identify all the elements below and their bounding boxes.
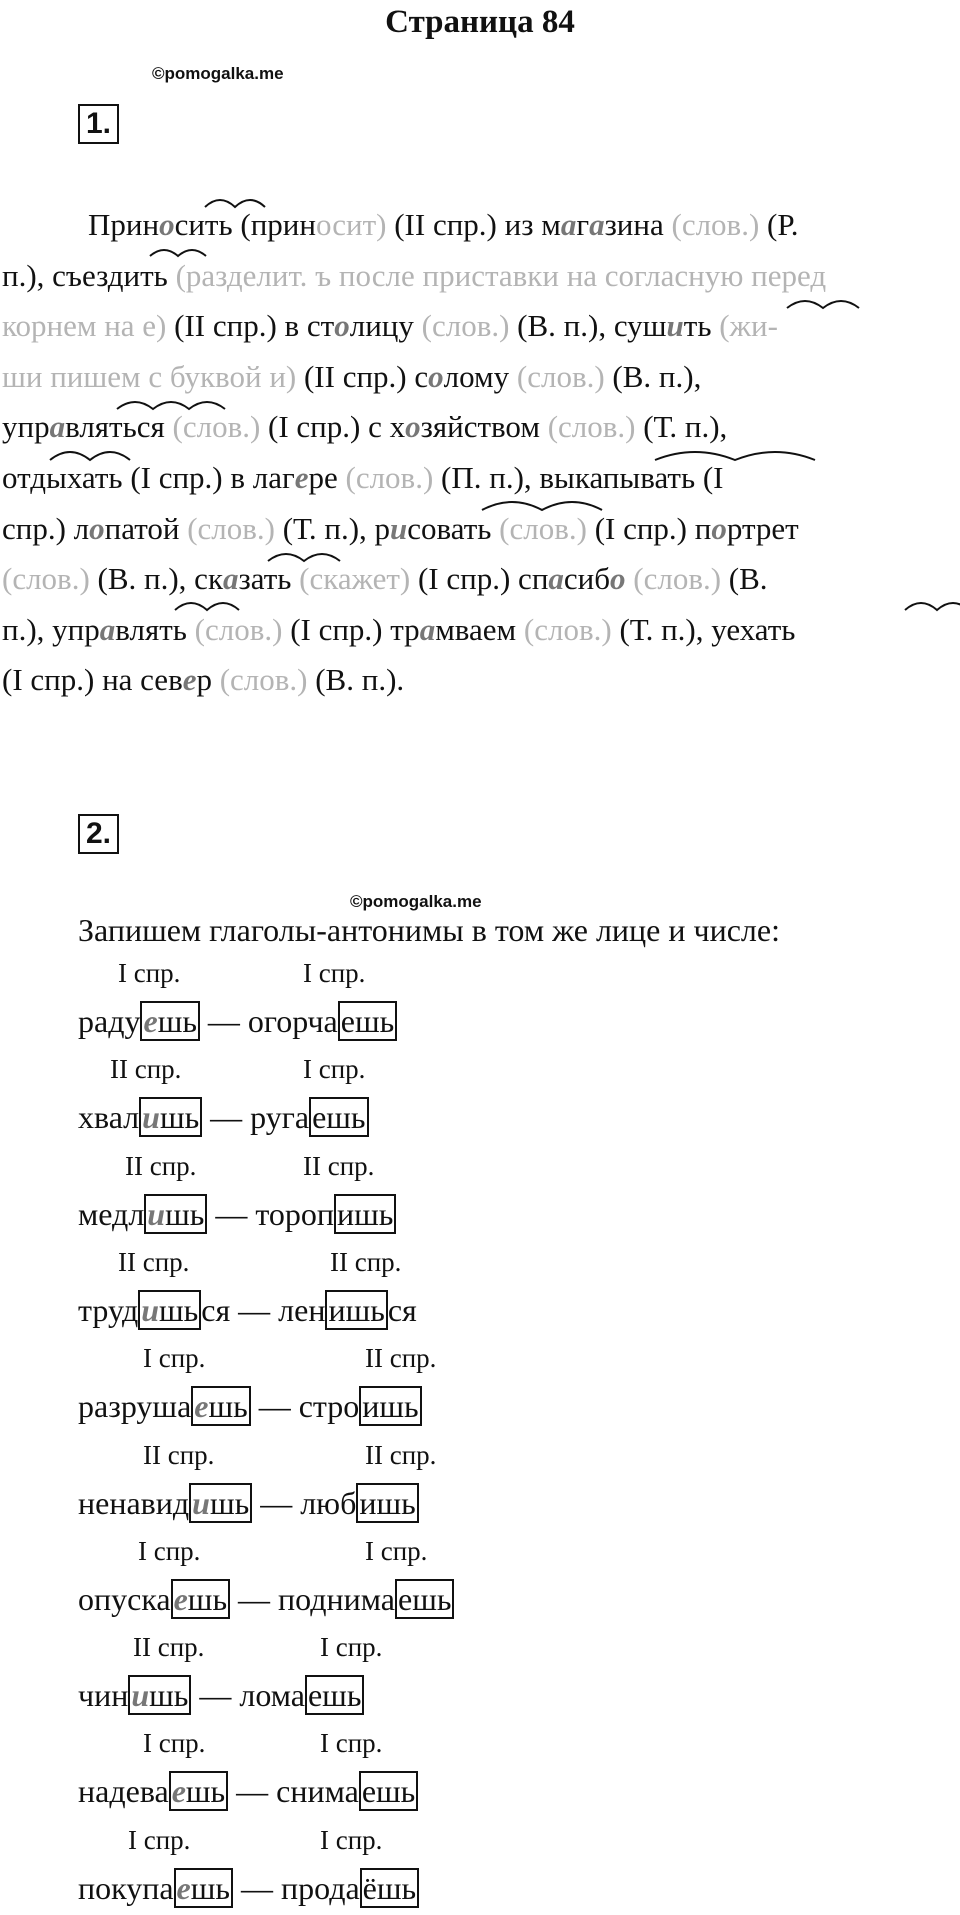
antonym-pair [78,1581,454,1618]
dash: — [228,1773,277,1810]
vowel-highlight: и [131,1677,150,1714]
text-segment: (II спр.) с [296,358,429,394]
word-stem: ненавид [78,1484,190,1521]
note-text: (слов.) [219,662,308,698]
vowel-highlight: о [428,358,444,394]
text-segment: лому [443,358,517,394]
note-text: сит) [332,207,387,242]
conjugation-label: II спр. [365,1439,437,1470]
page-title: Страница 84 [385,4,575,40]
ending-text: ишь [359,1484,416,1521]
verb-word [276,1771,418,1811]
antonym-pair [78,1485,419,1522]
verb-word [278,1579,454,1619]
word-stem: поднима [278,1580,395,1617]
ending-box [395,1579,454,1619]
note-text: (слов.) [421,308,510,344]
note-text: (ск [299,561,338,597]
verb-word [78,1771,228,1811]
postfix: ся [387,1291,417,1328]
text-segment: (I спр.) на сев [2,662,183,698]
vowel-highlight: и [142,1099,160,1136]
text-segment: (В. п.). [307,662,405,698]
conjugation-label: I спр. [365,1535,428,1566]
ending-text: ешь [307,1677,362,1714]
vowel-highlight: о [159,207,175,242]
vowel-highlight: и [666,308,684,344]
word-stem: труд [78,1291,139,1328]
dash: — [250,1388,299,1425]
root-arc-mark [50,452,130,460]
root-arc-mark [117,402,225,409]
vowel-highlight: о [89,510,105,546]
verb-word [78,1483,252,1523]
antonym-pair [78,1677,364,1714]
text-segment: отдыхать (I спр.) в лаг [2,459,295,495]
verb-word [299,1386,422,1426]
vowel-highlight: о [405,409,421,445]
text-segment: (В. п.), [604,358,702,394]
vowel-highlight: е [182,662,197,698]
root-arc-mark [205,200,265,207]
vowel-highlight: е [294,459,309,495]
word-stem: лома [239,1677,305,1714]
word-stem: надева [78,1773,169,1810]
conjugation-label: I спр. [320,1824,383,1855]
note-text: (слов.) [633,561,722,597]
root-arc-mark [268,554,340,561]
antonym-pair [78,1003,397,1040]
watermark-2: ©pomogalka.me [350,892,482,911]
conjugation-label: I спр. [320,1632,383,1663]
note-text: (слов.) [172,409,261,445]
text-segment: (II спр.) из м [386,207,561,242]
text-segment: ездить [81,257,168,293]
text-segment: зать [238,561,300,597]
conjugation-label: I спр. [118,958,181,988]
note-text: (слов.) [523,611,612,647]
text-segment: совать [407,510,500,546]
conjugation-label: I спр. [303,1054,366,1085]
conjugation-label: II спр. [330,1246,402,1277]
conjugation-label: I спр. [128,1824,191,1855]
ending-box [128,1675,191,1715]
ending-box [169,1771,228,1811]
conjugation-label: I спр. [138,1535,201,1566]
ending-box [171,1579,230,1619]
conjugation-label: I спр. [143,1728,206,1759]
root-arc-mark [787,301,859,308]
vowel-highlight: е [171,1773,186,1810]
vowel-highlight: а [223,561,239,597]
antonym-pair [78,1099,369,1136]
dash: — [252,1484,301,1521]
text-segment: (Т. п.), [635,409,728,445]
ending-text: шь [149,1677,189,1714]
postfix: ся [201,1291,231,1328]
watermark: ©pomogalka.me [152,64,284,83]
vowel-highlight: е [173,1580,188,1617]
text-segment: (В. [721,561,768,597]
vowel-highlight: и [390,510,408,546]
ending-box [359,1771,418,1811]
text-segment: р [196,662,220,698]
verb-word [78,1194,207,1234]
ending-text: шь [159,1099,200,1136]
antonym-pair [78,1773,418,1810]
word-stem: раду [78,1003,141,1039]
conjugation-label: II спр. [143,1439,215,1470]
dash: — [202,1099,251,1136]
verb-word [78,1001,200,1041]
root-arc-mark [482,502,602,510]
verb-word [78,1386,251,1426]
verb-word [278,1290,417,1330]
dash: — [199,1003,248,1039]
verb-word [78,1097,202,1137]
antonym-pair [78,1388,422,1425]
word-stem: стро [298,1388,360,1425]
vowel-highlight: и [147,1195,166,1232]
text-segment: вляться [65,409,173,445]
word-stem: люб [300,1484,357,1521]
ending-text: ишь [337,1195,394,1232]
vowel-highlight: а [419,611,436,647]
verb-word [248,1001,397,1041]
text-segment: (I спр.) п [586,510,712,546]
text-segment: зяйством [420,409,548,445]
note-text: (слов.) [345,459,434,495]
text-segment: г [576,207,590,242]
word-stem: снима [276,1773,359,1810]
conjugation-label: II спр. [118,1246,190,1277]
ending-box [174,1868,233,1908]
ending-text: ёшь [362,1869,417,1906]
ending-box [138,1290,201,1330]
text-segment: п.), съ [2,257,82,293]
vowel-highlight: а [99,611,116,647]
word-stem: прода [280,1869,360,1906]
verb-word [255,1194,396,1234]
root-arc-mark [655,452,815,460]
note-text: (жи- [719,308,778,344]
ending-box [189,1483,252,1523]
text-segment: патой [104,510,188,546]
verb-word [281,1868,419,1908]
root-arc-mark [905,603,960,610]
vowel-highlight: а [49,409,66,445]
dash: — [232,1869,281,1906]
word-stem: чин [78,1677,129,1714]
conjugation-label: II спр. [365,1343,437,1374]
text-segment: (Р. [759,207,799,242]
note-text: (разделит. ъ после приставки на согласную перед [167,257,827,293]
conjugation-label: I спр. [303,958,366,988]
ending-box [191,1386,250,1426]
ending-box [325,1290,387,1330]
text-segment: ртрет [726,510,799,546]
ending-text: ешь [312,1099,366,1136]
ending-box [140,1001,199,1041]
vowel-highlight: а [548,561,564,597]
word-stem: огорча [247,1003,338,1039]
conjugation-label: II спр. [125,1150,197,1181]
verb-word [300,1483,419,1523]
task-2-intro: Запишем глаголы-антонимы в том же лице и числе: [78,912,780,948]
verb-word [78,1290,230,1330]
ending-box [334,1194,396,1234]
vowel-highlight: о [711,510,727,546]
text-segment: (Т. п.), р [274,510,391,546]
ending-box [356,1483,418,1523]
vowel-highlight: а [560,207,577,242]
vowel-highlight: о [334,308,350,344]
ending-text: шь [209,1484,250,1521]
verb-word [239,1675,364,1715]
ending-text: ишь [328,1291,385,1328]
word-stem: тороп [255,1195,334,1232]
dash: — [230,1291,279,1328]
text-segment: сиб [563,561,611,597]
word-stem: руга [250,1099,310,1136]
text-segment: зина [604,207,672,242]
text-segment: п.), упр [2,611,100,647]
text-segment: (I спр.) тр [282,611,420,647]
verb-word [78,1868,233,1908]
morpheme-marks [0,0,960,720]
text-segment: (В. п.), суш [509,308,667,344]
ending-text: ешь [361,1773,416,1810]
ending-text: ешь [398,1580,452,1617]
conjugation-label: I спр. [320,1728,383,1759]
text-segment: влять [115,611,195,647]
vowel-highlight: е [194,1388,209,1425]
dash: — [230,1580,279,1617]
text-segment: (I спр.) с х [260,409,406,445]
task-2-number: 2. [78,814,119,854]
text-segment: (В. п.), ск [89,561,223,597]
note-text: а [337,561,352,597]
ending-text: шь [157,1003,197,1039]
ending-box [305,1675,364,1715]
antonym-pair [78,1292,417,1329]
ending-text: шь [185,1773,226,1810]
verb-word [78,1579,230,1619]
ending-box [309,1097,368,1137]
text-segment: (I спр.) сп [410,561,549,597]
word-stem: хвал [78,1099,140,1136]
note-text: (слов.) [499,510,587,546]
text-segment: (прин [232,207,316,242]
note-text: жет) [351,561,411,597]
verb-word [250,1097,368,1137]
vowel-highlight: е [143,1003,158,1039]
note-text: ши пишем с буквой и) [2,358,297,394]
note-text: (слов.) [547,409,636,445]
root-arc-mark [150,250,206,256]
dash: — [207,1195,256,1232]
conjugation-label: II спр. [110,1054,182,1085]
note-text: (слов.) [194,611,283,647]
text-segment: упр [2,409,50,445]
word-stem: разруша [78,1388,192,1425]
text-segment: Прин [88,207,160,242]
ending-text: шь [190,1869,230,1906]
text-segment: (II спр.) в ст [166,308,335,344]
conjugation-label: II спр. [303,1150,375,1181]
text-segment: (П. п.), выкапывать (I [433,459,724,495]
text-segment: сить [174,207,233,242]
root-arc-mark [175,603,239,610]
ending-text: шь [159,1291,199,1328]
ending-box [338,1001,397,1041]
antonym-pair [78,1196,396,1233]
note-text: о [315,207,333,242]
vowel-highlight: о [610,561,626,597]
text-segment: ре [308,459,346,495]
note-text: (слов.) [516,358,605,394]
ending-text: ешь [340,1003,395,1039]
text-segment: мваем [435,611,524,647]
note-text: (слов.) [2,561,90,597]
ending-text: шь [165,1195,205,1232]
antonym-pair [78,1870,419,1907]
vowel-highlight: и [141,1291,160,1328]
note-text: корнем на е) [2,308,167,344]
ending-box [144,1194,207,1234]
word-stem: медл [78,1195,145,1232]
note-text: (слов.) [187,510,275,546]
ending-text: шь [208,1388,248,1425]
ending-box [360,1868,419,1908]
ending-text: шь [187,1580,228,1617]
ending-box [139,1097,202,1137]
word-stem: покупа [78,1869,174,1906]
word-stem: лен [278,1291,326,1328]
text-segment: ть [683,308,720,344]
ending-box [359,1386,421,1426]
dash: — [191,1677,240,1714]
text-segment: лицу [349,308,422,344]
text-segment: спр.) л [2,510,90,546]
vowel-highlight: и [192,1484,210,1521]
text-segment: (Т. п.), уехать [611,611,796,647]
note-text: (слов.) [671,207,760,242]
conjugation-label: I спр. [143,1343,206,1374]
vowel-highlight: а [589,207,605,242]
task-1-number: 1. [78,104,119,144]
verb-word [78,1675,191,1715]
conjugation-label: II спр. [133,1632,205,1663]
vowel-highlight: е [176,1869,191,1906]
ending-text: ишь [362,1388,419,1425]
word-stem: опуска [78,1580,171,1617]
